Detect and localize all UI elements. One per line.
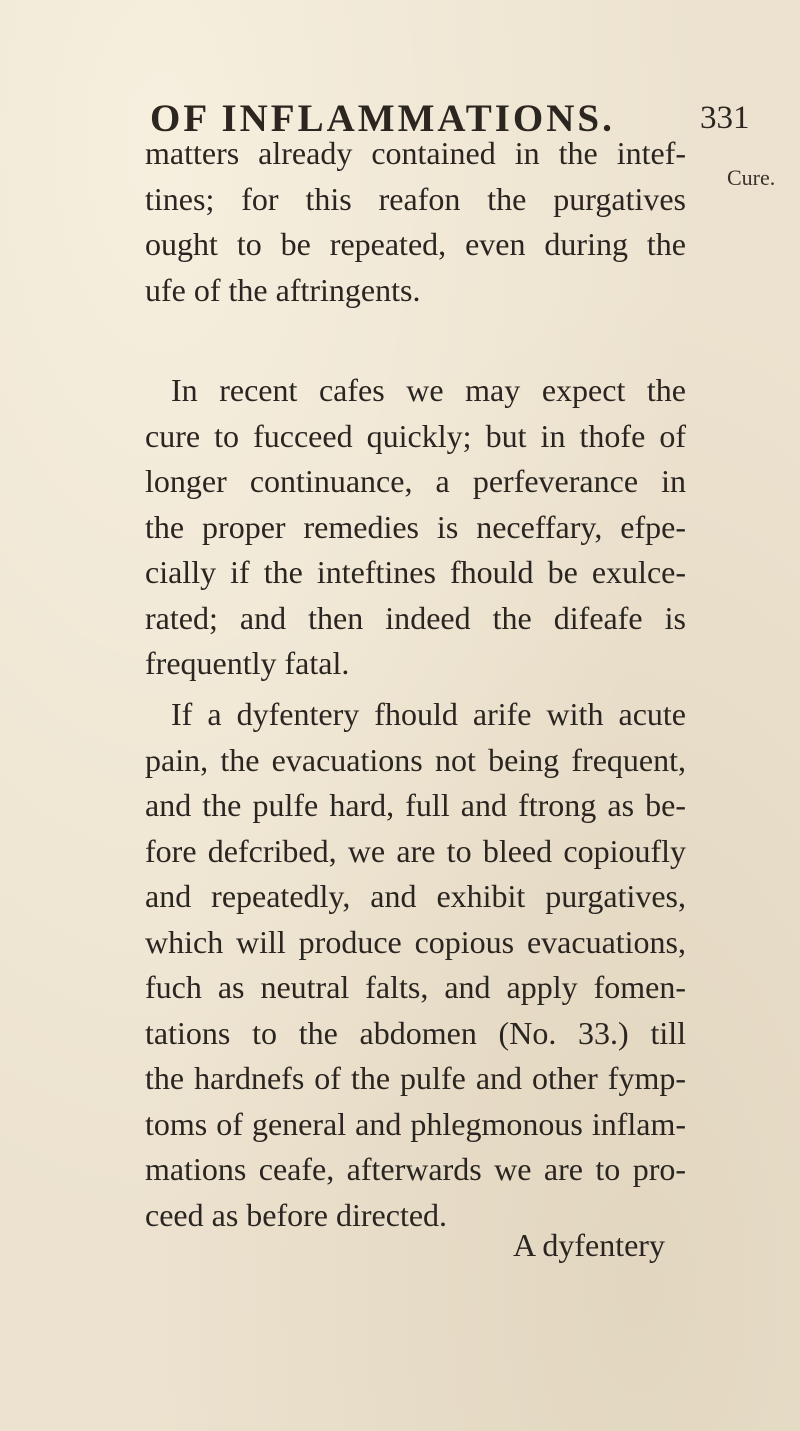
text-line: ought to be repeated, even during the <box>145 226 686 262</box>
text-line: the proper remedies is neceffary, efpe- <box>145 508 686 545</box>
text-line: mations ceafe, afterwards we are to pro- <box>145 1151 686 1187</box>
text-line: tations to the abdomen (No. 33.) till <box>145 1014 686 1051</box>
text-line: frequently fatal. <box>145 645 350 681</box>
text-line: and the pulfe hard, full and ftrong as be- <box>145 787 686 823</box>
text-line: which will produce copious evacuations, <box>145 923 686 960</box>
text-line: matters already contained in the intef- <box>145 135 686 171</box>
margin-note: Cure. <box>727 165 776 190</box>
text-line: If a dyfentery fhould arife with acute <box>171 696 686 732</box>
text-line: In recent cafes we may expect the <box>171 372 686 408</box>
text-line: cure to fucceed quickly; but in thofe of <box>145 417 686 454</box>
catchword: A dyfentery <box>513 1227 665 1263</box>
text-line: cially if the inteftines fhould be exulce- <box>145 554 686 590</box>
running-title: OF INFLAMMATIONS. <box>150 97 615 140</box>
paragraph-1 <box>145 131 686 313</box>
text-line: pain, the evacuations not being frequent, <box>145 741 686 778</box>
paragraph-3 <box>145 692 686 1238</box>
text-line: the hardnefs of the pulfe and other fymp- <box>145 1060 686 1096</box>
text-line: tines; for this reafon the purgatives <box>145 180 686 217</box>
text-line: longer continuance, a perfeverance in <box>145 463 686 499</box>
paragraph-2 <box>145 368 686 687</box>
text-line: fore defcribed, we are to bleed copioufly <box>145 832 686 869</box>
text-line: and repeatedly, and exhibit purgatives, <box>145 878 686 914</box>
text-line: fuch as neutral falts, and apply fomen- <box>145 969 686 1005</box>
page-number: 331 <box>700 100 750 136</box>
text-line: rated; and then indeed the difeafe is <box>145 599 686 636</box>
text-line: toms of general and phlegmonous inflam- <box>145 1105 686 1142</box>
text-line: ufe of the aftringents. <box>145 271 421 308</box>
text-line: ceed as before directed. <box>145 1196 448 1233</box>
